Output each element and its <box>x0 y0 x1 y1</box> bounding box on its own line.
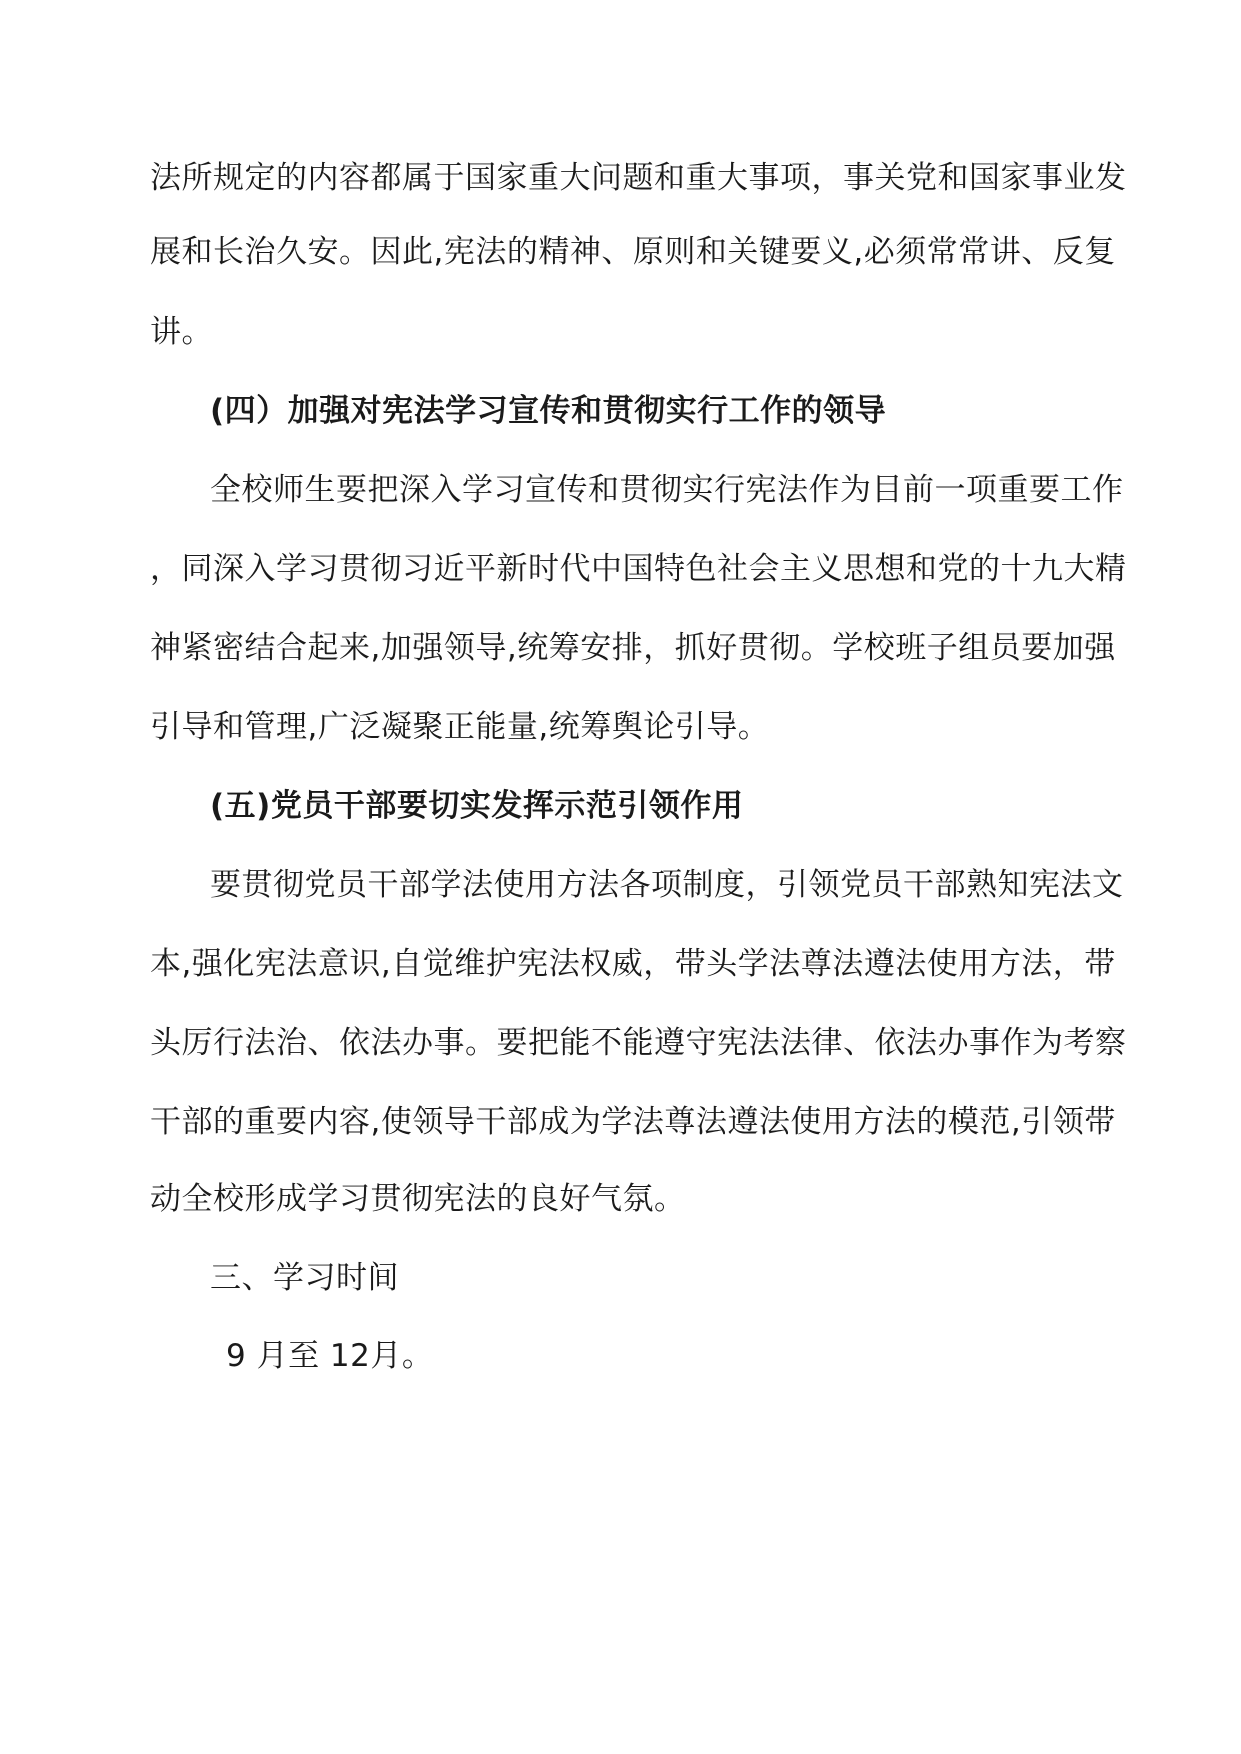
paragraph-line: 讲。 <box>150 314 213 350</box>
study-time-text: 9 月至 12月。 <box>226 1338 434 1374</box>
paragraph-line: 法所规定的内容都属于国家重大问题和重大事项，事关党和国家事业发 <box>150 160 1127 196</box>
paragraph-line: 引导和管理,广泛凝聚正能量,统筹舆论引导。 <box>150 709 770 745</box>
paragraph-line: 动全校形成学习贯彻宪法的良好气氛。 <box>150 1181 686 1217</box>
paragraph-line: 神紧密结合起来,加强领导,统筹安排，抓好贯彻。学校班子组员要加强 <box>150 630 1116 666</box>
paragraph-line: 展和长治久安。因此,宪法的精神、原则和关键要义,必须常常讲、反复 <box>150 234 1116 270</box>
paragraph-line: ，同深入学习贯彻习近平新时代中国特色社会主义思想和党的十九大精 <box>150 551 1127 587</box>
paragraph-line: 本,强化宪法意识,自觉维护宪法权威，带头学法尊法遵法使用方法，带 <box>150 946 1116 982</box>
section-title-3: 三、学习时间 <box>210 1260 399 1296</box>
section-heading-4: (四）加强对宪法学习宣传和贯彻实行工作的领导 <box>210 393 887 429</box>
paragraph-line: 要贯彻党员干部学法使用方法各项制度，引领党员干部熟知宪法文 <box>210 867 1124 903</box>
section-heading-5: (五)党员干部要切实发挥示范引领作用 <box>210 788 744 824</box>
paragraph-line: 干部的重要内容,使领导干部成为学法尊法遵法使用方法的模范,引领带 <box>150 1104 1116 1140</box>
paragraph-line: 头厉行法治、依法办事。要把能不能遵守宪法法律、依法办事作为考察 <box>150 1025 1127 1061</box>
paragraph-line: 全校师生要把深入学习宣传和贯彻实行宪法作为目前一项重要工作 <box>210 472 1124 508</box>
